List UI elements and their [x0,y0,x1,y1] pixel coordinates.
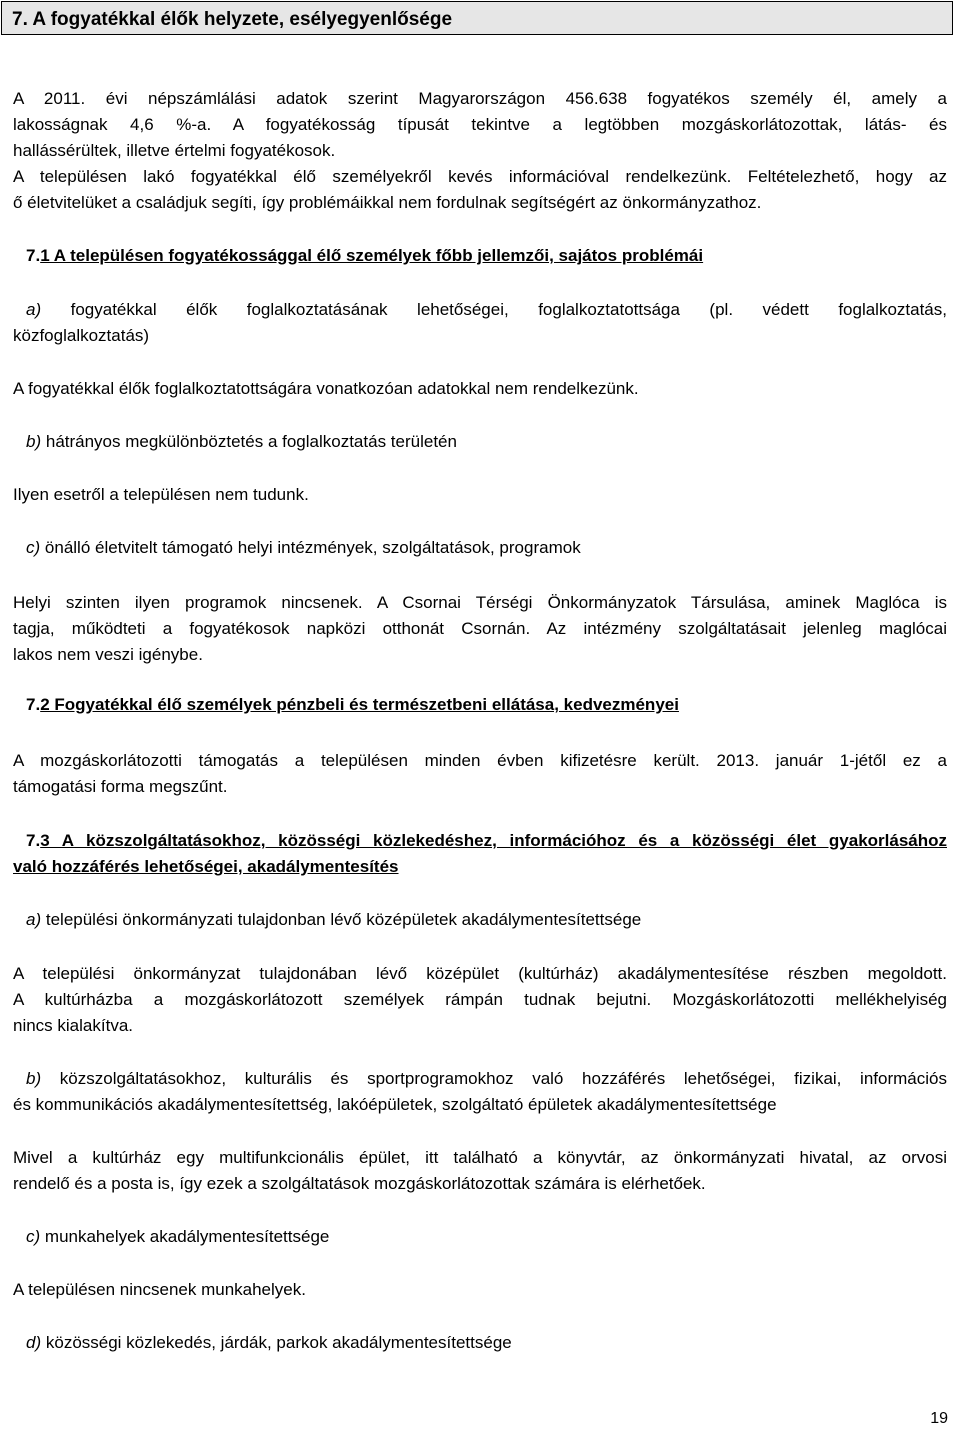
paragraph-text: Ilyen esetről a településen nem tudunk. [13,485,309,504]
intro-line: A településen lakó fogyatékkal élő személyekről kevés információval rendelkezünk. Feltételezhető, hogy az [13,167,947,186]
intro-paragraph [13,86,947,216]
item-label: közösségi közlekedés, járdák, parkok akadálymentesítettsége [45,1333,512,1352]
subsection-a-label [13,297,947,349]
section-7-2-text [13,748,947,800]
subsection-a-text [13,961,947,1039]
paragraph-text: A településen nincsenek munkahelyek. [13,1280,306,1299]
section-number: 7. [26,831,41,850]
section-title: 3 A közszolgáltatásokhoz, közösségi közlekedéshez, információhoz és a közösségi élet gyakorlásához [40,831,947,850]
paragraph-line: tagja, működteti a fogyatékosok napközi otthonát Csornán. Az intézmény szolgáltatásait jelenleg maglócai [13,619,947,638]
subsection-b-label [13,429,960,455]
intro-line: hallássérültek, illetve értelmi fogyatékosok. [13,141,336,160]
intro-line: lakosságnak 4,6 %-a. A fogyatékosság típusát tekintve a legtöbben mozgáskorlátozottak, látás- és [13,115,947,134]
chapter-header [1,1,953,35]
paragraph-line: Mivel a kultúrház egy multifunkcionális épület, itt található a könyvtár, az önkormányzati hivatal, az orvosi [13,1148,947,1167]
subsection-a-text [13,376,947,402]
section-title: 1 A településen fogyatékossággal élő személyek főbb jellemzői, sajátos problémái [40,246,704,265]
subsection-c-text [13,1277,947,1303]
section-number: 7. [26,246,41,265]
item-letter: a) [26,300,42,319]
item-label: fogyatékkal élők foglalkoztatásának lehetőségei, foglalkoztatottsága (pl. védett foglalkoztatás, [70,300,947,319]
paragraph-line: A mozgáskorlátozotti támogatás a településen minden évben kifizetésre került. 2013. január 1-jétől ez a [13,751,947,770]
paragraph-line: rendelő és a posta is, így ezek a szolgáltatások mozgáskorlátozottak számára is elérhetőek. [13,1174,706,1193]
item-letter: c) [26,538,41,557]
intro-line: A 2011. évi népszámlálási adatok szerint Magyarországon 456.638 fogyatékos személy él, amely a [13,89,947,108]
subsection-b-text [13,1145,947,1197]
item-label: önálló életvitelt támogató helyi intézmények, szolgáltatások, programok [44,538,581,557]
item-label: munkahelyek akadálymentesítettsége [44,1227,330,1246]
item-label: hátrányos megkülönböztetés a foglalkoztatás területén [45,432,457,451]
item-letter: b) [26,432,42,451]
subsection-b-label [13,1066,947,1118]
paragraph-line: lakos nem veszi igénybe. [13,645,203,664]
item-letter: d) [26,1333,42,1352]
page-number: 19 [930,1410,948,1427]
item-letter: b) [26,1069,42,1088]
section-number: 7. [26,695,41,714]
paragraph-text: A fogyatékkal élők foglalkoztatottságára vonatkozóan adatokkal nem rendelkezünk. [13,379,639,398]
section-7-3-heading [13,828,947,880]
subsection-c-text [13,590,947,668]
item-letter: a) [26,910,42,929]
item-label: közszolgáltatásokhoz, kulturális és sportprogramokhoz való hozzáférés lehetőségei, fizikai, információs [59,1069,947,1088]
paragraph-line: A kultúrházba a mozgáskorlátozott személyek rámpán tudnak bejutni. Mozgáskorlátozotti mellékhelyiség [13,990,947,1009]
intro-line: ő életvitelüket a családjuk segíti, így problémáikkal nem fordulnak segítségért az önkormányzathoz. [13,193,762,212]
subsection-a-label [13,907,960,933]
section-7-2-heading [13,692,960,718]
item-label: közfoglalkoztatás) [13,326,150,345]
subsection-d-label [13,1330,960,1356]
paragraph-line: támogatási forma megszűnt. [13,777,228,796]
paragraph-line: Helyi szinten ilyen programok nincsenek. A Csornai Térségi Önkormányzatok Társulása, aminek Maglóca is [13,593,947,612]
item-label: települési önkormányzati tulajdonban lévő középületek akadálymentesítettsége [45,910,642,929]
subsection-c-label [13,535,960,561]
subsection-b-text [13,482,947,508]
paragraph-line: A települési önkormányzat tulajdonában lévő középület (kultúrház) akadálymentesítése részben megoldott. [13,964,947,983]
section-title: való hozzáférés lehetőségei, akadálymentesítés [13,857,399,876]
section-7-1-heading [13,243,960,269]
item-letter: c) [26,1227,41,1246]
section-title: 2 Fogyatékkal élő személyek pénzbeli és természetbeni ellátása, kedvezményei [40,695,679,714]
chapter-title: 7. A fogyatékkal élők helyzete, esélyegyenlősége [12,9,453,30]
paragraph-line: nincs kialakítva. [13,1016,133,1035]
item-label: és kommunikációs akadálymentesítettség, lakóépületek, szolgáltató épületek akadálymentesítettsége [13,1095,777,1114]
subsection-c-label [13,1224,960,1250]
